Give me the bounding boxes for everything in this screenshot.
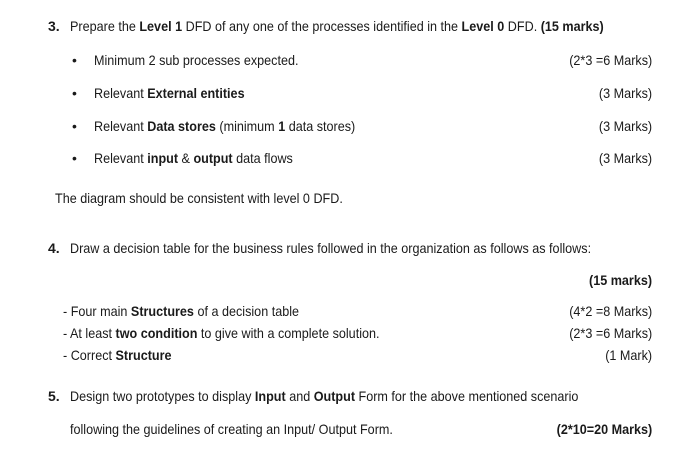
- question-5-text: Design two prototypes to display Input and Output Form for the above mentioned scenario: [70, 388, 579, 404]
- bullet: •: [72, 118, 77, 134]
- question-4-marks: (15 marks): [588, 272, 652, 288]
- question-3-text: Prepare the Level 1 DFD of any one of the processes identified in the Level 0 DFD. (15 marks): [70, 18, 604, 34]
- question-5-number: 5.: [48, 388, 60, 404]
- question-3-note: The diagram should be consistent with level 0 DFD.: [55, 190, 343, 206]
- q3-item-3: Relevant Data stores (minimum 1 data stores): [94, 118, 356, 134]
- q3-item-4: Relevant input & output data flows: [94, 150, 293, 166]
- question-3-number: 3.: [48, 18, 60, 34]
- question-3-marks: (15 marks): [540, 18, 604, 34]
- question-5-text-line2: following the guidelines of creating an Input/ Output Form.: [70, 421, 393, 437]
- bullet: •: [72, 150, 77, 166]
- q3-item-4-marks: (3 Marks): [598, 150, 652, 166]
- q4-item-1: - Four main Structures of a decision table: [63, 303, 300, 319]
- bullet: •: [72, 52, 77, 68]
- question-5-marks: (2*10=20 Marks): [556, 421, 652, 437]
- q4-item-2: - At least two condition to give with a complete solution.: [63, 325, 380, 341]
- q4-item-2-marks: (2*3 =6 Marks): [569, 325, 652, 341]
- q3-item-1: Minimum 2 sub processes expected.: [94, 52, 299, 68]
- question-4-text: Draw a decision table for the business rules followed in the organization as follows as follows:: [70, 240, 592, 256]
- q3-item-1-marks: (2*3 =6 Marks): [569, 52, 652, 68]
- bullet: •: [72, 85, 77, 101]
- q4-item-1-marks: (4*2 =8 Marks): [569, 303, 652, 319]
- q3-item-3-marks: (3 Marks): [598, 118, 652, 134]
- q3-item-2-marks: (3 Marks): [598, 85, 652, 101]
- q3-item-2: Relevant External entities: [94, 85, 245, 101]
- question-4-number: 4.: [48, 240, 60, 256]
- q4-item-3: - Correct Structure: [63, 347, 172, 363]
- q4-item-3-marks: (1 Mark): [605, 347, 652, 363]
